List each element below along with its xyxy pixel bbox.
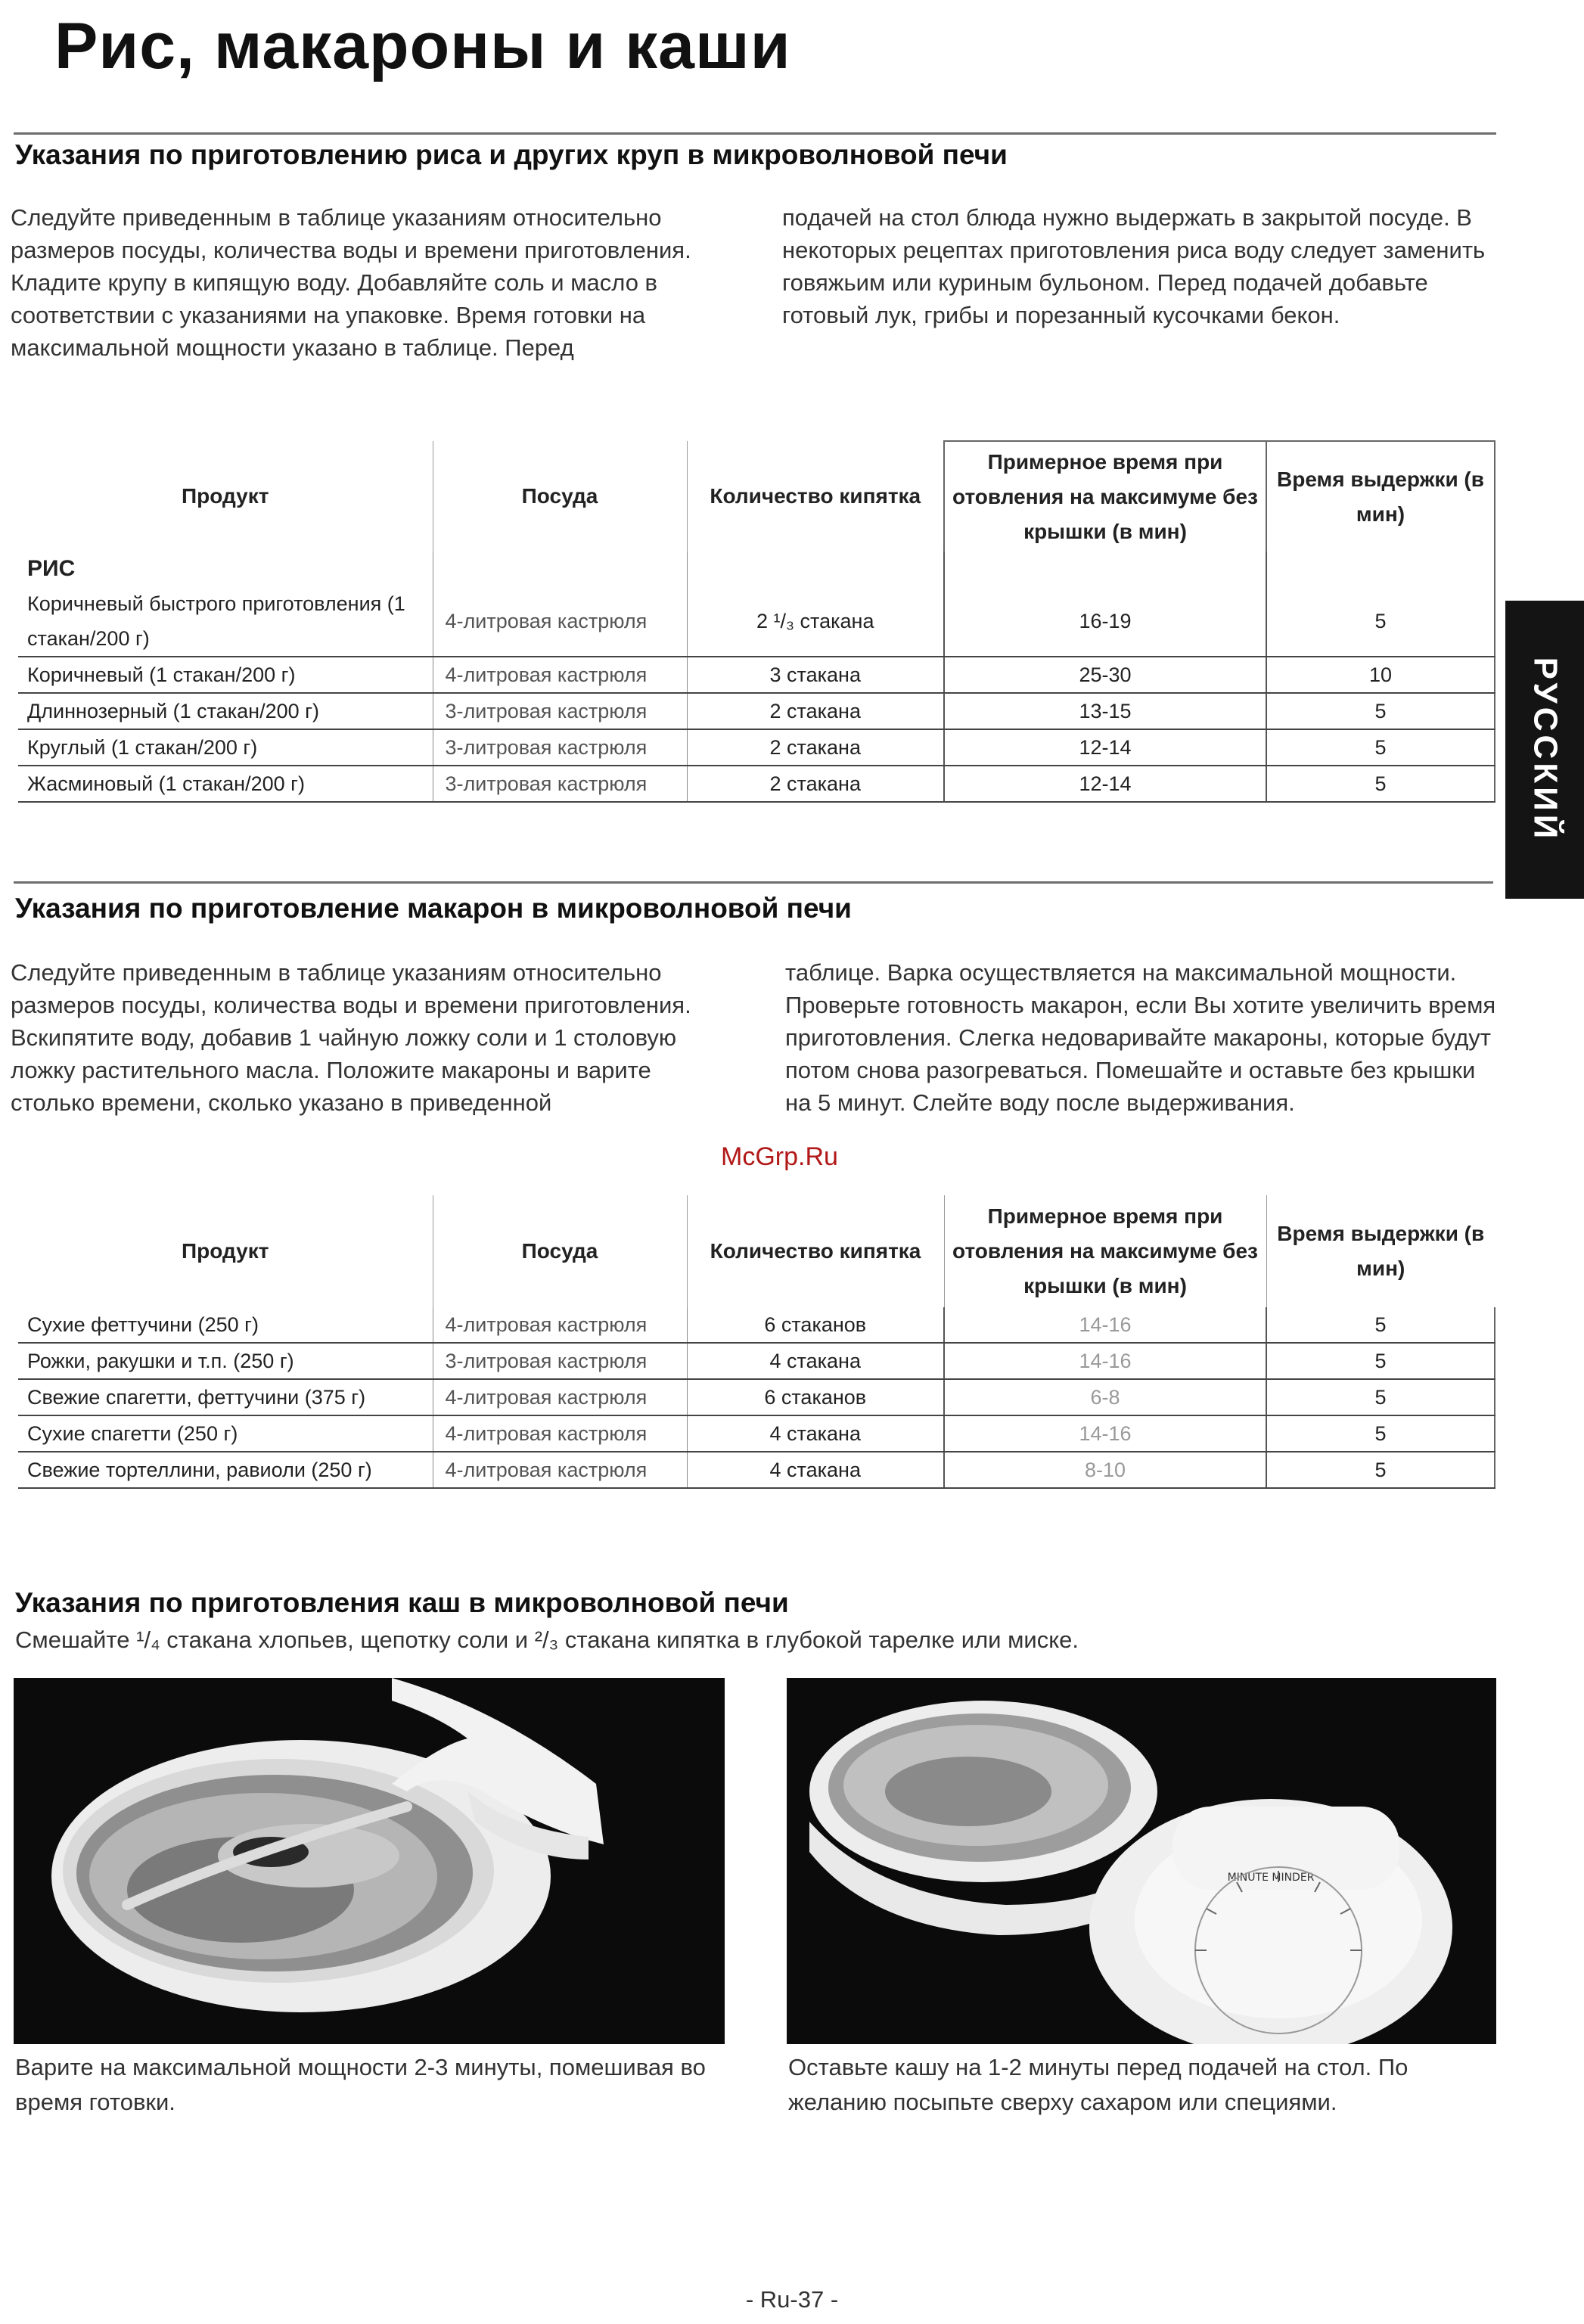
- time-cell: 14-16: [944, 1415, 1266, 1452]
- time-cell: 12-14: [944, 766, 1266, 802]
- table-row: [18, 657, 1495, 693]
- dish-cell: 4-литровая кастрюля: [433, 1452, 687, 1488]
- stand-cell: 5: [1266, 1452, 1495, 1488]
- col-time-header: Примерное время при отовления на максимуме без крышки (в мин): [944, 1195, 1266, 1307]
- page-title: Рис, макароны и каши: [54, 10, 791, 82]
- product-cell: Жасминовый (1 стакан/200 г): [18, 766, 433, 802]
- pasta-section-heading: Указания по приготовление макарон в микроволновой печи: [15, 893, 852, 924]
- time-cell: 14-16: [944, 1343, 1266, 1379]
- rice-text-right: подачей на стол блюда нужно выдержать в закрытой посуде. В некоторых рецептах приготовления риса воду следует заменить говяжьим или куриным бульоном. Перед подачей добавьте готовый лук, грибы и порезанный кусочками бекон.: [782, 204, 1486, 328]
- photo-stirring: [14, 1678, 725, 2044]
- pasta-text-left: Следуйте приведенным в таблице указаниям относительно размеров посуды, количества воды и времени приготовления. Вскипятите воду, добавив 1 чайную ложку соли и 1 столовую ложку растительного масла. Положите макароны и варите столько времени, сколько указано в приведенной: [11, 959, 691, 1116]
- dish-cell: 4-литровая кастрюля: [433, 1307, 687, 1343]
- rice-table-header: [18, 441, 1495, 551]
- caption-left: Варите на максимальной мощности 2-3 минуты, помешивая во время готовки.: [15, 2054, 706, 2115]
- stand-cell: 5: [1266, 586, 1495, 657]
- stand-cell: 5: [1266, 1307, 1495, 1343]
- table-row: [18, 693, 1495, 729]
- col-dish-header: Посуда: [433, 1195, 687, 1307]
- section-divider: [14, 881, 1493, 884]
- porridge-section-heading: Указания по приготовления каш в микроволновой печи: [15, 1587, 789, 1618]
- col-water-header: Количество кипятка: [687, 441, 944, 551]
- water-cell: 6 стаканов: [687, 1379, 944, 1415]
- col-stand-header: Время выдержки (в мин): [1266, 1195, 1495, 1307]
- product-cell: Круглый (1 стакан/200 г): [18, 729, 433, 766]
- water-cell: 2 ¹/₃ стакана: [687, 586, 944, 657]
- product-cell: Сухие спагетти (250 г): [18, 1415, 433, 1452]
- water-cell: 4 стакана: [687, 1415, 944, 1452]
- pasta-table-header: [18, 1195, 1495, 1307]
- product-cell: Коричневый быстрого приготовления (1 стакан/200 г): [18, 586, 433, 657]
- dish-cell: 4-литровая кастрюля: [433, 586, 687, 657]
- product-cell: Длиннозерный (1 стакан/200 г): [18, 693, 433, 729]
- table-row: [18, 1452, 1495, 1488]
- page-number: - Ru-37 -: [745, 2286, 839, 2313]
- pasta-text-right: таблице. Варка осуществляется на максимальной мощности. Проверьте готовность макарон, если Вы хотите увеличить время приготовления. Слегка недоваривайте макароны, которые будут потом снова разогреваться. Помешайте и оставьте без крышки на 5 минут. Слейте воду после выдерживания.: [785, 959, 1496, 1116]
- time-cell: 25-30: [944, 657, 1266, 693]
- table-row: [18, 766, 1495, 802]
- dish-cell: 4-литровая кастрюля: [433, 657, 687, 693]
- water-cell: 2 стакана: [687, 693, 944, 729]
- table-row: [18, 729, 1495, 766]
- col-product-header: Продукт: [182, 484, 269, 508]
- caption-right: Оставьте кашу на 1-2 минуты перед подачей на стол. По желанию посыпьте сверху сахаром или специями.: [788, 2054, 1409, 2115]
- time-cell: 6-8: [944, 1379, 1266, 1415]
- photo-timer: [787, 1678, 1496, 2044]
- photo-stirring-illustration: [14, 1678, 725, 2044]
- time-cell: 14-16: [944, 1307, 1266, 1343]
- table-row: [18, 1343, 1495, 1379]
- language-tab-label: РУССКИЙ: [1527, 657, 1564, 843]
- dish-cell: 3-литровая кастрюля: [433, 766, 687, 802]
- section-divider: [14, 132, 1496, 135]
- product-cell: Свежие тортеллини, равиоли (250 г): [18, 1452, 433, 1488]
- dish-cell: 3-литровая кастрюля: [433, 1343, 687, 1379]
- time-cell: 8-10: [944, 1452, 1266, 1488]
- table-row: [18, 1379, 1495, 1415]
- stand-cell: 5: [1266, 1415, 1495, 1452]
- rice-text-left: Следуйте приведенным в таблице указаниям относительно размеров посуды, количества воды и времени приготовления. Кладите крупу в кипящую воду. Добавляйте соль и масло в соответствии с указаниями на упаковке. Время готовки на максимальной мощности указано в таблице. Перед: [11, 204, 691, 361]
- col-stand-header: Время выдержки (в мин): [1266, 441, 1495, 551]
- water-cell: 2 стакана: [687, 729, 944, 766]
- water-cell: 4 стакана: [687, 1343, 944, 1379]
- stand-cell: 5: [1266, 729, 1495, 766]
- water-cell: 2 стакана: [687, 766, 944, 802]
- dish-cell: 3-литровая кастрюля: [433, 729, 687, 766]
- group-label: РИС: [27, 556, 76, 581]
- product-cell: Сухие феттучини (250 г): [18, 1307, 433, 1343]
- stand-cell: 5: [1266, 693, 1495, 729]
- time-cell: 13-15: [944, 693, 1266, 729]
- dish-cell: 4-литровая кастрюля: [433, 1379, 687, 1415]
- stand-cell: 5: [1266, 766, 1495, 802]
- table-row: [18, 1307, 1495, 1343]
- dish-cell: 4-литровая кастрюля: [433, 1415, 687, 1452]
- photo-timer-illustration: [787, 1678, 1496, 2044]
- pasta-table: [18, 1195, 1495, 1489]
- product-cell: Рожки, ракушки и т.п. (250 г): [18, 1343, 433, 1379]
- col-time-header: Примерное время при отовления на максимуме без крышки (в мин): [944, 441, 1266, 551]
- watermark: McGrp.Ru: [721, 1142, 838, 1171]
- col-water-header: Количество кипятка: [687, 1195, 944, 1307]
- rice-table: [18, 440, 1495, 803]
- dish-cell: 3-литровая кастрюля: [433, 693, 687, 729]
- time-cell: 16-19: [944, 586, 1266, 657]
- product-cell: Свежие спагетти, феттучини (375 г): [18, 1379, 433, 1415]
- col-dish-header: Посуда: [433, 441, 687, 551]
- water-cell: 3 стакана: [687, 657, 944, 693]
- porridge-subtitle: Смешайте ¹/₄ стакана хлопьев, щепотку соли и ²/₃ стакана кипятка в глубокой тарелке или миске.: [15, 1626, 1079, 1653]
- timer-label: MINUTE MINDER: [1227, 1872, 1315, 1884]
- product-cell: Коричневый (1 стакан/200 г): [18, 657, 433, 693]
- rice-section-heading: Указания по приготовлению риса и других круп в микроволновой печи: [15, 139, 1008, 170]
- stand-cell: 10: [1266, 657, 1495, 693]
- stand-cell: 5: [1266, 1343, 1495, 1379]
- time-cell: 12-14: [944, 729, 1266, 766]
- water-cell: 6 стаканов: [687, 1307, 944, 1343]
- col-product-header: Продукт: [182, 1239, 269, 1263]
- language-tab: [1505, 601, 1584, 899]
- table-row: [18, 1415, 1495, 1452]
- stand-cell: 5: [1266, 1379, 1495, 1415]
- table-row: [18, 586, 1495, 657]
- water-cell: 4 стакана: [687, 1452, 944, 1488]
